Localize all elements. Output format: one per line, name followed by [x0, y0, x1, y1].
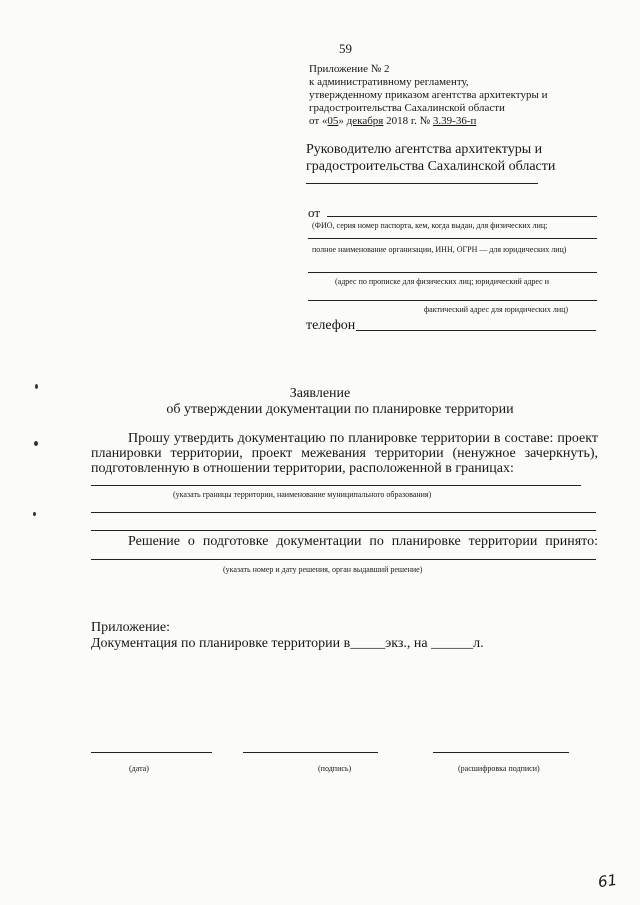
copies-blank[interactable]: _____ — [350, 636, 386, 651]
appendix-date-line — [309, 115, 476, 128]
attachment-text-mid: экз., на — [385, 636, 428, 651]
decoding-caption: (расшифровка подписи) — [458, 764, 540, 773]
attachment-text-end: л. — [473, 636, 484, 651]
appendix-line-3: градостроительства Сахалинской области — [309, 102, 505, 114]
addressee-line-1: Руководителю агентства архитектуры и — [306, 142, 543, 157]
attachment-line — [91, 636, 484, 652]
handwritten-page-number: 61 — [596, 870, 619, 892]
addressee-signature-line — [306, 183, 538, 184]
date-day: 05 — [327, 115, 339, 127]
statement-title: Заявление — [289, 386, 351, 401]
from-hint-3: (адрес по прописке для физических лиц; юридический адрес и — [335, 277, 550, 286]
date-year: 2018 г. № — [386, 115, 431, 127]
phone-line[interactable] — [356, 330, 596, 331]
from-address-line-2[interactable] — [308, 300, 597, 301]
from-hint-1: (ФИО, серия номер паспорта, кем, когда выдан, для физических лиц; — [312, 221, 548, 230]
from-name-line[interactable] — [327, 216, 597, 217]
date-month: декабря — [346, 115, 384, 127]
sheets-blank[interactable]: ______ — [431, 636, 474, 651]
from-hint-4: фактический адрес для юридических лиц) — [424, 305, 569, 314]
date-prefix: от « — [309, 115, 328, 127]
signature-caption: (подпись) — [318, 764, 352, 773]
appendix-line-2: утвержденному приказом агентства архитектуры и — [309, 89, 548, 101]
decision-line: Решение о подготовке документации по планировке территории принято: — [128, 534, 598, 549]
scan-mark-2 — [34, 441, 38, 446]
from-label: от — [308, 205, 321, 220]
order-number: 3.39-36-п — [432, 115, 477, 127]
decoding-line[interactable] — [433, 752, 569, 753]
paragraph-line-3: подготовленную в отношении территории, расположенной в границах: — [91, 461, 514, 476]
phone-label: телефон — [306, 318, 356, 333]
paragraph-line-2: планировки территории, проект межевания территории (ненужное зачеркнуть), — [91, 446, 598, 461]
borders-line-3[interactable] — [91, 530, 596, 531]
borders-line-2[interactable] — [91, 512, 596, 513]
decision-input-line[interactable] — [91, 559, 596, 560]
addressee-line-2: градостроительства Сахалинской области — [306, 159, 556, 174]
borders-line-1[interactable] — [91, 485, 581, 486]
date-line[interactable] — [91, 752, 212, 753]
statement-subtitle: об утверждении документации по планировке территории — [166, 402, 514, 417]
appendix-line-1: к административному регламенту, — [309, 76, 469, 88]
page-number: 59 — [339, 41, 352, 56]
paragraph-line-1: Прошу утвердить документацию по планировке территории в составе: проект — [128, 431, 598, 446]
attachment-text-start: Документация по планировке территории в — [91, 636, 351, 651]
appendix-title: Приложение № 2 — [309, 63, 390, 75]
borders-hint: (указать границы территории, наименование муниципального образования) — [173, 490, 432, 499]
attachment-label: Приложение: — [91, 620, 171, 635]
date-caption: (дата) — [129, 764, 149, 773]
date-mid: » — [338, 115, 344, 127]
from-address-line[interactable] — [308, 272, 597, 273]
from-hint-2: полное наименование организации, ИНН, ОГРН — для юридических лиц) — [312, 245, 567, 254]
scan-mark-3 — [33, 512, 36, 516]
signature-line[interactable] — [243, 752, 378, 753]
from-line-2[interactable] — [308, 238, 597, 239]
decision-hint: (указать номер и дату решения, орган выдавший решение) — [223, 565, 423, 574]
